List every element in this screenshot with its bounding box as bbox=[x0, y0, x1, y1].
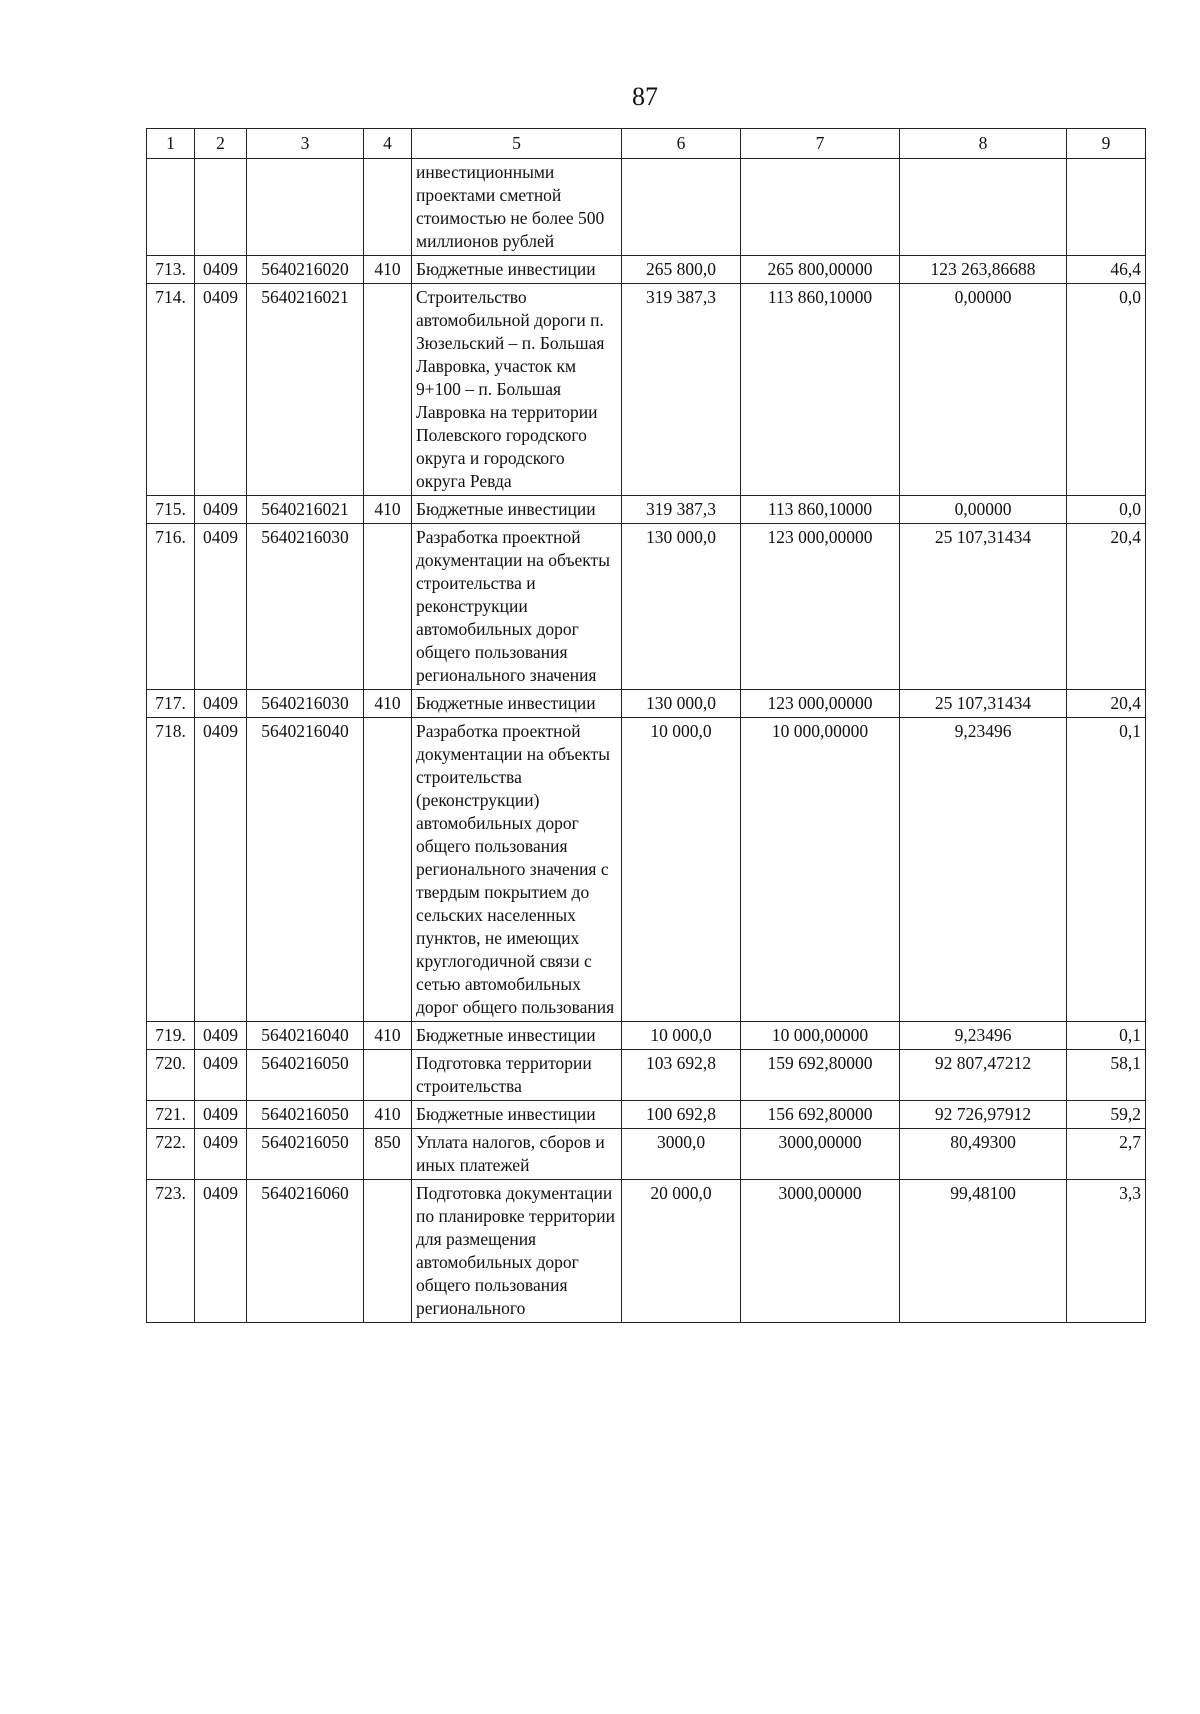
expense-type-code bbox=[364, 284, 412, 496]
table-row bbox=[147, 1180, 1146, 1323]
expense-type-code bbox=[364, 1050, 412, 1101]
section-code: 0409 bbox=[195, 1101, 247, 1129]
column-header: 9 bbox=[1067, 129, 1146, 159]
plan-amount: 3000,0 bbox=[622, 1129, 741, 1180]
column-header: 5 bbox=[412, 129, 622, 159]
row-number bbox=[147, 159, 195, 256]
row-number: 722. bbox=[147, 1129, 195, 1180]
execution-percent: 46,4 bbox=[1067, 256, 1146, 284]
expense-type-code bbox=[364, 1180, 412, 1323]
row-number: 718. bbox=[147, 718, 195, 1022]
row-number: 717. bbox=[147, 690, 195, 718]
target-article-code: 5640216060 bbox=[247, 1180, 364, 1323]
approved-amount: 3000,00000 bbox=[741, 1180, 900, 1323]
item-name: Подготовка территории строительства bbox=[412, 1050, 622, 1101]
row-number: 716. bbox=[147, 524, 195, 690]
target-article-code: 5640216040 bbox=[247, 1022, 364, 1050]
plan-amount: 20 000,0 bbox=[622, 1180, 741, 1323]
target-article-code: 5640216030 bbox=[247, 690, 364, 718]
executed-amount: 9,23496 bbox=[900, 718, 1067, 1022]
plan-amount: 100 692,8 bbox=[622, 1101, 741, 1129]
table-row bbox=[147, 524, 1146, 690]
column-header: 2 bbox=[195, 129, 247, 159]
executed-amount bbox=[900, 159, 1067, 256]
execution-percent bbox=[1067, 159, 1146, 256]
section-code: 0409 bbox=[195, 690, 247, 718]
approved-amount: 10 000,00000 bbox=[741, 718, 900, 1022]
plan-amount: 10 000,0 bbox=[622, 1022, 741, 1050]
plan-amount: 130 000,0 bbox=[622, 524, 741, 690]
approved-amount: 265 800,00000 bbox=[741, 256, 900, 284]
item-name: Уплата налогов, сборов и иных платежей bbox=[412, 1129, 622, 1180]
row-number: 713. bbox=[147, 256, 195, 284]
expense-type-code: 410 bbox=[364, 256, 412, 284]
row-number: 714. bbox=[147, 284, 195, 496]
table-row bbox=[147, 718, 1146, 1022]
executed-amount: 0,00000 bbox=[900, 284, 1067, 496]
execution-percent: 0,0 bbox=[1067, 284, 1146, 496]
table-row bbox=[147, 496, 1146, 524]
section-code: 0409 bbox=[195, 718, 247, 1022]
execution-percent: 20,4 bbox=[1067, 690, 1146, 718]
section-code: 0409 bbox=[195, 1180, 247, 1323]
table-row bbox=[147, 1050, 1146, 1101]
executed-amount: 123 263,86688 bbox=[900, 256, 1067, 284]
approved-amount: 159 692,80000 bbox=[741, 1050, 900, 1101]
page-number: 87 bbox=[632, 82, 658, 111]
column-header: 7 bbox=[741, 129, 900, 159]
column-header: 8 bbox=[900, 129, 1067, 159]
column-header: 1 bbox=[147, 129, 195, 159]
row-number: 723. bbox=[147, 1180, 195, 1323]
target-article-code: 5640216040 bbox=[247, 718, 364, 1022]
section-code bbox=[195, 159, 247, 256]
table-row bbox=[147, 1129, 1146, 1180]
expense-type-code bbox=[364, 524, 412, 690]
item-name: Бюджетные инвестиции bbox=[412, 1101, 622, 1129]
item-name: инвестиционными проектами сметной стоимостью не более 500 миллионов рублей bbox=[412, 159, 622, 256]
table-row bbox=[147, 256, 1146, 284]
executed-amount: 99,48100 bbox=[900, 1180, 1067, 1323]
item-name: Подготовка документации по планировке территории для размещения автомобильных дорог общего пользования регионального bbox=[412, 1180, 622, 1323]
approved-amount: 10 000,00000 bbox=[741, 1022, 900, 1050]
approved-amount bbox=[741, 159, 900, 256]
header-row bbox=[147, 129, 1146, 159]
section-code: 0409 bbox=[195, 1050, 247, 1101]
budget-table bbox=[146, 128, 1146, 1323]
plan-amount: 10 000,0 bbox=[622, 718, 741, 1022]
section-code: 0409 bbox=[195, 284, 247, 496]
approved-amount: 156 692,80000 bbox=[741, 1101, 900, 1129]
executed-amount: 25 107,31434 bbox=[900, 524, 1067, 690]
section-code: 0409 bbox=[195, 524, 247, 690]
item-name: Бюджетные инвестиции bbox=[412, 256, 622, 284]
executed-amount: 80,49300 bbox=[900, 1129, 1067, 1180]
plan-amount: 319 387,3 bbox=[622, 284, 741, 496]
item-name: Разработка проектной документации на объекты строительства (реконструкции) автомобильных дорог общего пользования регионального значения с твердым покрытием до сельских населенных пунктов, не имеющих круглогодичной связи с сетью автомобильных дорог общего пользования bbox=[412, 718, 622, 1022]
section-code: 0409 bbox=[195, 1022, 247, 1050]
executed-amount: 92 726,97912 bbox=[900, 1101, 1067, 1129]
execution-percent: 59,2 bbox=[1067, 1101, 1146, 1129]
item-name: Разработка проектной документации на объекты строительства и реконструкции автомобильных дорог общего пользования регионального значения bbox=[412, 524, 622, 690]
plan-amount bbox=[622, 159, 741, 256]
row-number: 715. bbox=[147, 496, 195, 524]
expense-type-code: 410 bbox=[364, 1101, 412, 1129]
section-code: 0409 bbox=[195, 496, 247, 524]
target-article-code: 5640216020 bbox=[247, 256, 364, 284]
execution-percent: 0,1 bbox=[1067, 718, 1146, 1022]
execution-percent: 3,3 bbox=[1067, 1180, 1146, 1323]
table-row bbox=[147, 1022, 1146, 1050]
expense-type-code bbox=[364, 718, 412, 1022]
row-number: 720. bbox=[147, 1050, 195, 1101]
expense-type-code: 410 bbox=[364, 496, 412, 524]
executed-amount: 92 807,47212 bbox=[900, 1050, 1067, 1101]
executed-amount: 25 107,31434 bbox=[900, 690, 1067, 718]
target-article-code: 5640216050 bbox=[247, 1129, 364, 1180]
row-number: 721. bbox=[147, 1101, 195, 1129]
table-row bbox=[147, 690, 1146, 718]
target-article-code: 5640216050 bbox=[247, 1050, 364, 1101]
approved-amount: 3000,00000 bbox=[741, 1129, 900, 1180]
plan-amount: 130 000,0 bbox=[622, 690, 741, 718]
execution-percent: 0,1 bbox=[1067, 1022, 1146, 1050]
approved-amount: 113 860,10000 bbox=[741, 496, 900, 524]
item-name: Бюджетные инвестиции bbox=[412, 690, 622, 718]
plan-amount: 103 692,8 bbox=[622, 1050, 741, 1101]
expense-type-code: 850 bbox=[364, 1129, 412, 1180]
executed-amount: 9,23496 bbox=[900, 1022, 1067, 1050]
target-article-code: 5640216030 bbox=[247, 524, 364, 690]
plan-amount: 319 387,3 bbox=[622, 496, 741, 524]
section-code: 0409 bbox=[195, 1129, 247, 1180]
approved-amount: 123 000,00000 bbox=[741, 690, 900, 718]
approved-amount: 113 860,10000 bbox=[741, 284, 900, 496]
row-number: 719. bbox=[147, 1022, 195, 1050]
item-name: Строительство автомобильной дороги п. Зюзельский – п. Большая Лавровка, участок км 9+100 – п. Большая Лавровка на территории Полевского городского округа и городского округа Ревда bbox=[412, 284, 622, 496]
table-row bbox=[147, 159, 1146, 256]
column-header: 6 bbox=[622, 129, 741, 159]
executed-amount: 0,00000 bbox=[900, 496, 1067, 524]
expense-type-code bbox=[364, 159, 412, 256]
item-name: Бюджетные инвестиции bbox=[412, 496, 622, 524]
item-name: Бюджетные инвестиции bbox=[412, 1022, 622, 1050]
column-header: 3 bbox=[247, 129, 364, 159]
execution-percent: 0,0 bbox=[1067, 496, 1146, 524]
execution-percent: 20,4 bbox=[1067, 524, 1146, 690]
table-row bbox=[147, 1101, 1146, 1129]
column-header: 4 bbox=[364, 129, 412, 159]
execution-percent: 58,1 bbox=[1067, 1050, 1146, 1101]
target-article-code bbox=[247, 159, 364, 256]
target-article-code: 5640216050 bbox=[247, 1101, 364, 1129]
approved-amount: 123 000,00000 bbox=[741, 524, 900, 690]
table-row bbox=[147, 284, 1146, 496]
execution-percent: 2,7 bbox=[1067, 1129, 1146, 1180]
expense-type-code: 410 bbox=[364, 1022, 412, 1050]
section-code: 0409 bbox=[195, 256, 247, 284]
target-article-code: 5640216021 bbox=[247, 284, 364, 496]
expense-type-code: 410 bbox=[364, 690, 412, 718]
plan-amount: 265 800,0 bbox=[622, 256, 741, 284]
target-article-code: 5640216021 bbox=[247, 496, 364, 524]
